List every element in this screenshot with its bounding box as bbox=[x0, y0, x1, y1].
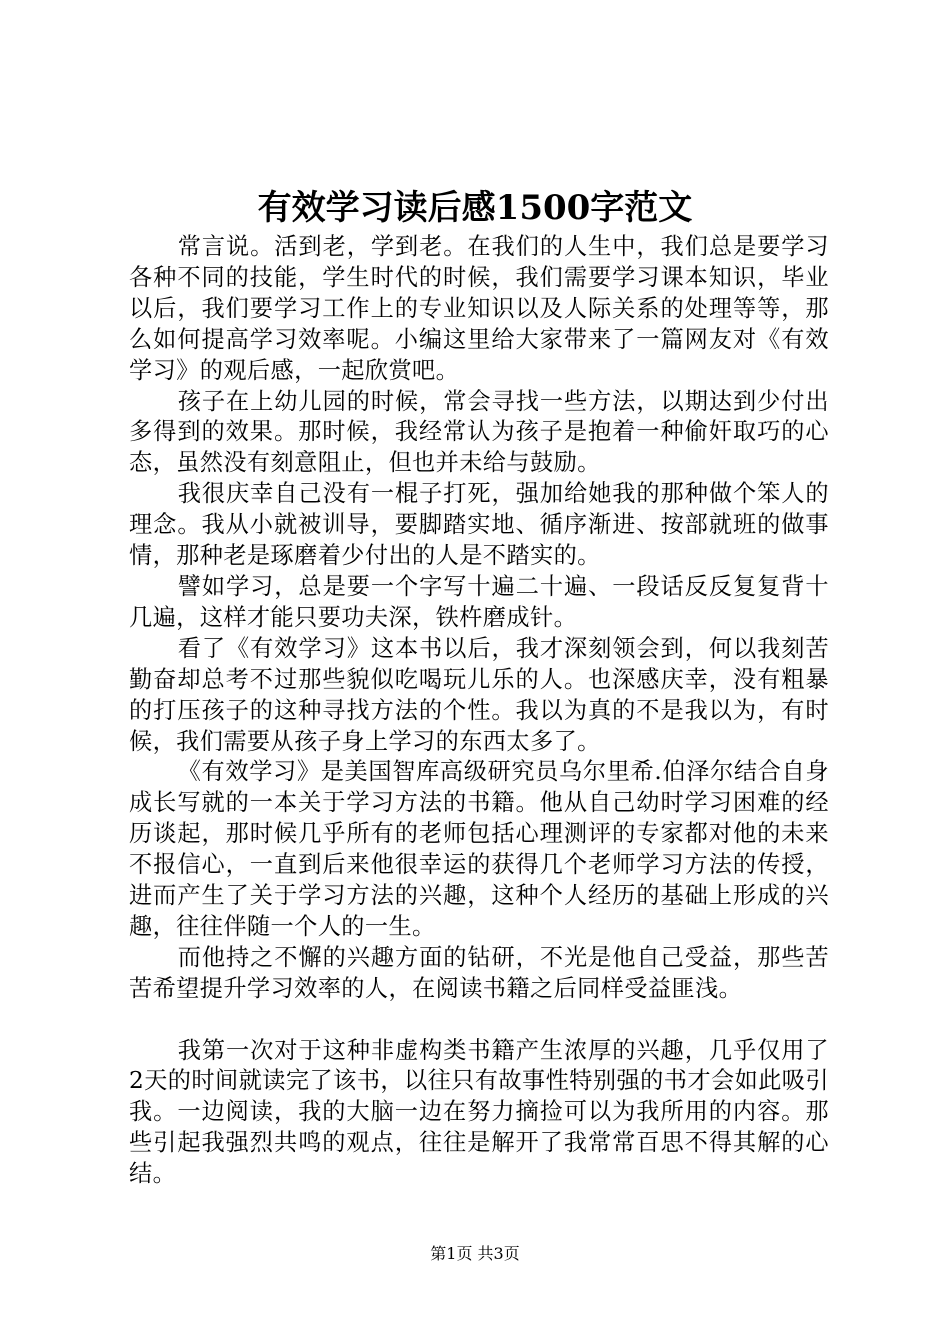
paragraph: 我很庆幸自己没有一棍子打死，强加给她我的那种做个笨人的理念。我从小就被训导，要脚踏实地、循序渐进、按部就班的做事情，那种老是琢磨着少付出的人是不踏实的。 bbox=[129, 480, 829, 570]
paragraph: 《有效学习》是美国智库高级研究员乌尔里希.伯泽尔结合自身成长写就的一本关于学习方法的书籍。他从自己幼时学习困难的经历谈起，那时候几乎所有的老师包括心理测评的专家都对他的未来不报信心，一直到后来他很幸运的获得几个老师学习方法的传授，进而产生了关于学习方法的兴趣，这种个人经历的基础上形成的兴趣，往往伴随一个人的一生。 bbox=[129, 758, 829, 940]
paragraph: 看了《有效学习》这本书以后，我才深刻领会到，何以我刻苦勤奋却总考不过那些貌似吃喝玩儿乐的人。也深感庆幸，没有粗暴的打压孩子的这种寻找方法的个性。我以为真的不是我以为，有时候，我们需要从孩子身上学习的东西太多了。 bbox=[129, 634, 829, 755]
document-title: 有效学习读后感1500字范文 bbox=[257, 188, 693, 228]
paragraph: 譬如学习，总是要一个字写十遍二十遍、一段话反反复复背十几遍，这样才能只要功夫深，铁杵磨成针。 bbox=[129, 572, 829, 631]
paragraph: 而他持之不懈的兴趣方面的钻研，不光是他自己受益，那些苦苦希望提升学习效率的人，在阅读书籍之后同样受益匪浅。 bbox=[129, 943, 829, 1002]
paragraph: 常言说。活到老，学到老。在我们的人生中，我们总是要学习各种不同的技能，学生时代的时候，我们需要学习课本知识，毕业以后，我们要学习工作上的专业知识以及人际关系的处理等等，那么如何提高学习效率呢。小编这里给大家带来了一篇网友对《有效学习》的观后感，一起欣赏吧。 bbox=[129, 233, 829, 384]
paragraph: 孩子在上幼儿园的时候，常会寻找一些方法，以期达到少付出多得到的效果。那时候，我经常认为孩子是抱着一种偷奸取巧的心态，虽然没有刻意阻止，但也并未给与鼓励。 bbox=[129, 387, 829, 477]
document-body bbox=[129, 232, 829, 1190]
paragraph: 我第一次对于这种非虚构类书籍产生浓厚的兴趣，几乎仅用了2天的时间就读完了该书，以往只有故事性特别强的书才会如此吸引我。一边阅读，我的大脑一边在努力摘捡可以为我所用的内容。那些引起我强烈共鸣的观点，往往是解开了我常常百思不得其解的心结。 bbox=[129, 1036, 829, 1188]
page-footer: 第1页 共3页 bbox=[430, 1244, 520, 1263]
